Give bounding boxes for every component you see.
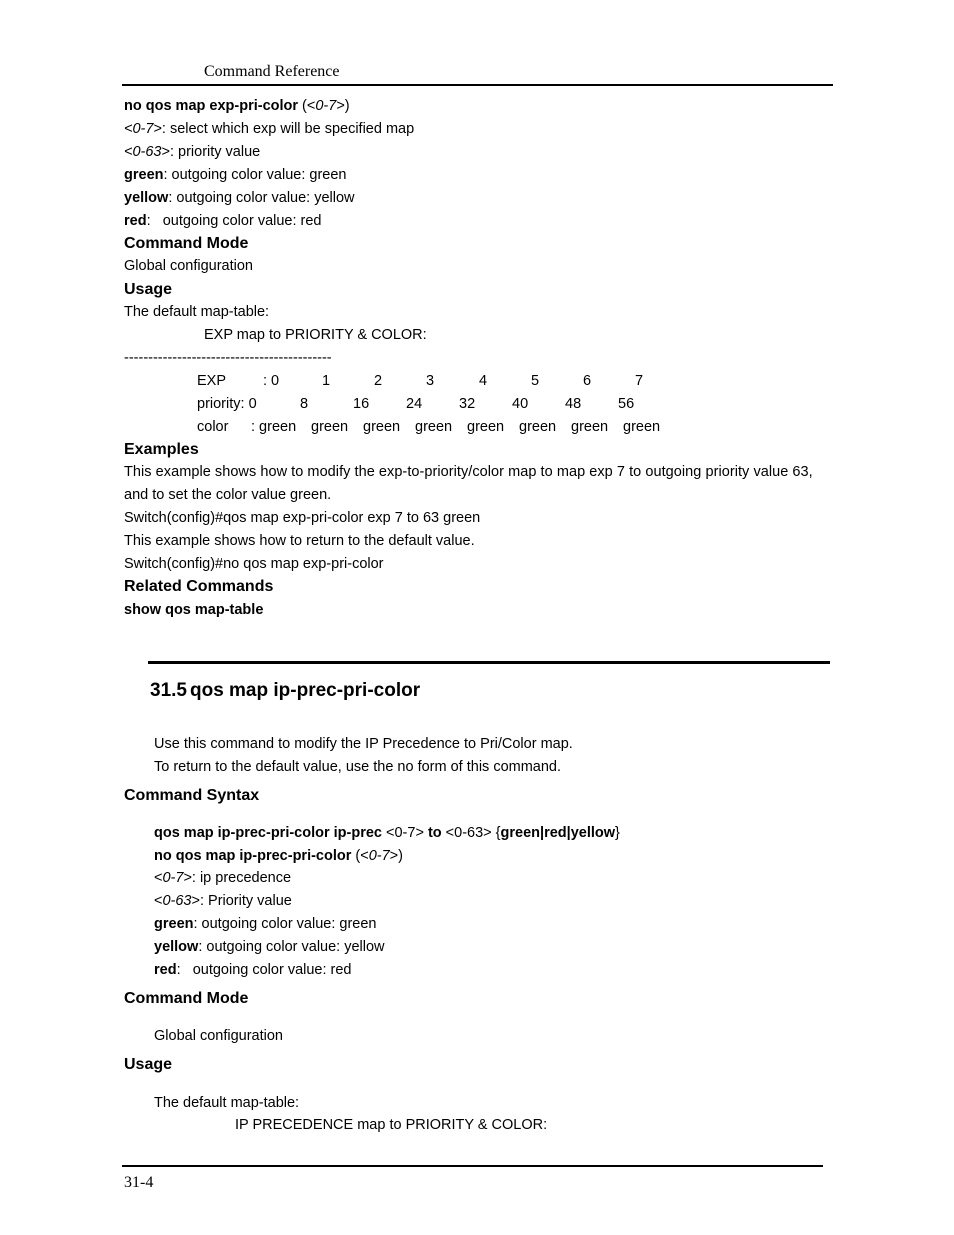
- param-yellow: yellow: outgoing color value: yellow: [124, 190, 355, 206]
- usage-text-b: The default map-table:: [154, 1095, 300, 1111]
- footer-rule: [122, 1165, 823, 1167]
- command-mode-heading-b: Command Mode: [124, 990, 249, 1007]
- section-description: Use this command to modify the IP Precedence to Pri/Color map.: [154, 736, 573, 752]
- map-exp-first: : 0: [263, 373, 280, 389]
- map-title-b: IP PRECEDENCE map to PRIORITY & COLOR:: [235, 1117, 548, 1133]
- syntax-line: qos map ip-prec-pri-color ip-prec <0-7> to <0-63> {green|red|yellow}: [154, 825, 620, 841]
- map-color-value: green: [467, 419, 505, 435]
- map-priority-label: priority: 0: [197, 396, 257, 412]
- related-command-link: show qos map-table: [124, 602, 264, 618]
- map-exp-label: EXP: [197, 373, 227, 389]
- map-exp-value: 5: [531, 373, 540, 389]
- map-color-value: green: [415, 419, 453, 435]
- map-priority-value: 40: [512, 396, 529, 412]
- map-title: EXP map to PRIORITY & COLOR:: [204, 327, 427, 343]
- command-syntax-heading: Command Syntax: [124, 787, 260, 804]
- usage-heading-b: Usage: [124, 1056, 173, 1073]
- param-priority-b: <0-63>: Priority value: [154, 893, 292, 909]
- map-color-first: : green: [251, 419, 297, 435]
- map-color-value: green: [571, 419, 609, 435]
- map-exp-value: 3: [426, 373, 435, 389]
- param-exp: <0-7>: select which exp will be specified map: [124, 121, 415, 137]
- map-divider: -------------------------------------------: [124, 350, 332, 366]
- header-rule: [122, 84, 833, 86]
- usage-text: The default map-table:: [124, 304, 270, 320]
- map-exp-value: 1: [322, 373, 331, 389]
- param-green: green: outgoing color value: green: [124, 167, 347, 183]
- map-priority-value: 32: [459, 396, 476, 412]
- map-color-value: green: [311, 419, 349, 435]
- example-description: This example shows how to modify the exp-to-priority/color map to map exp 7 to outgoing priority value 63,: [124, 464, 813, 480]
- running-header: Command Reference: [204, 63, 340, 80]
- map-exp-value: 4: [479, 373, 488, 389]
- param-red-b: red: outgoing color value: red: [154, 962, 352, 978]
- command-mode-text-b: Global configuration: [154, 1028, 283, 1044]
- map-color-label: color: [197, 419, 229, 435]
- no-syntax-line-b: no qos map ip-prec-pri-color (<0-7>): [154, 848, 403, 864]
- param-red: red: outgoing color value: red: [124, 213, 322, 229]
- page-number: 31-4: [124, 1174, 154, 1191]
- usage-heading: Usage: [124, 281, 173, 298]
- param-green-b: green: outgoing color value: green: [154, 916, 377, 932]
- section-number: 31.5: [150, 680, 187, 701]
- example-description-2: This example shows how to return to the default value.: [124, 533, 475, 549]
- section-title: [150, 680, 420, 702]
- param-yellow-b: yellow: outgoing color value: yellow: [154, 939, 385, 955]
- example-command-2: Switch(config)#no qos map exp-pri-color: [124, 556, 384, 572]
- param-ip-prec: <0-7>: ip precedence: [154, 870, 292, 886]
- param-priority: <0-63>: priority value: [124, 144, 261, 160]
- map-exp-value: 7: [635, 373, 644, 389]
- map-exp-value: 2: [374, 373, 383, 389]
- examples-heading: Examples: [124, 441, 199, 458]
- map-priority-value: 56: [618, 396, 635, 412]
- map-priority-value: 16: [353, 396, 370, 412]
- no-syntax-line: no qos map exp-pri-color (<0-7>): [124, 98, 350, 114]
- map-color-value: green: [623, 419, 661, 435]
- related-commands-heading: Related Commands: [124, 578, 274, 595]
- map-exp-value: 6: [583, 373, 592, 389]
- map-color-value: green: [519, 419, 557, 435]
- section-description-2: To return to the default value, use the no form of this command.: [154, 759, 562, 775]
- example-command: Switch(config)#qos map exp-pri-color exp 7 to 63 green: [124, 510, 481, 526]
- section-rule: [148, 661, 830, 664]
- example-description-cont: and to set the color value green.: [124, 487, 332, 503]
- map-priority-value: 48: [565, 396, 582, 412]
- command-mode-heading: Command Mode: [124, 235, 249, 252]
- command-mode-text: Global configuration: [124, 258, 253, 274]
- map-priority-value: 8: [300, 396, 309, 412]
- map-priority-value: 24: [406, 396, 423, 412]
- map-color-value: green: [363, 419, 401, 435]
- section-name: qos map ip-prec-pri-color: [189, 680, 421, 701]
